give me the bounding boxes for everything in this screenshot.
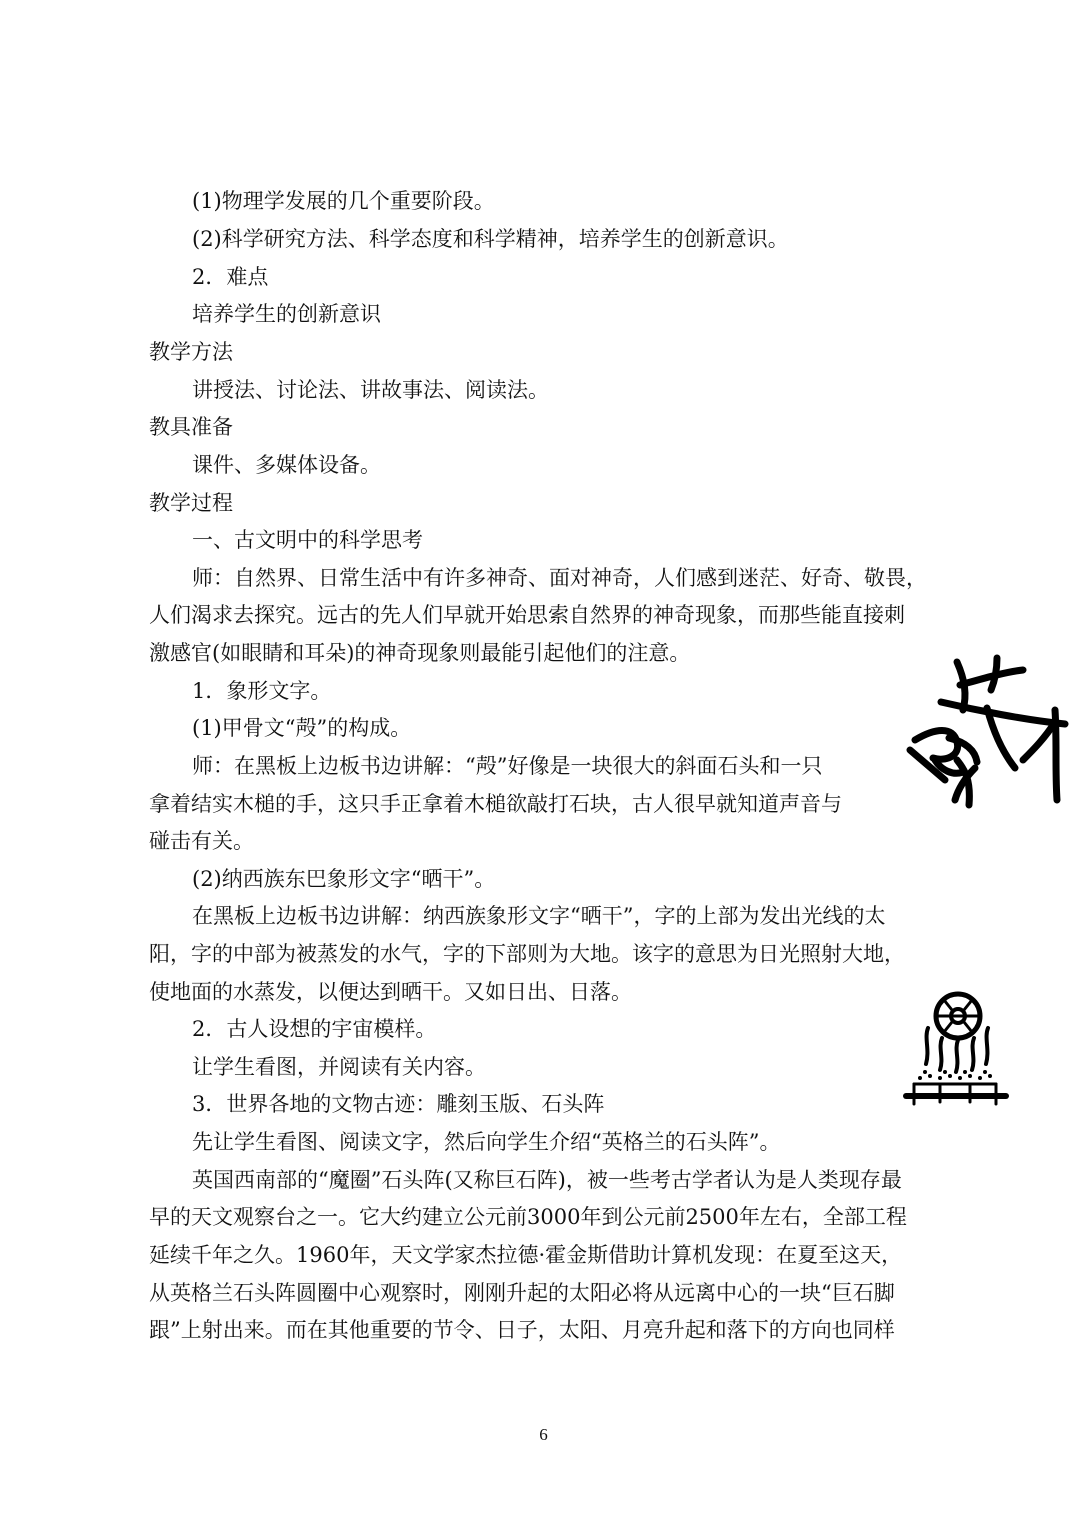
oracle-bone-glyph-image <box>905 650 1085 815</box>
dongba-sun-dry-glyph-image <box>900 988 1012 1112</box>
text-line: 师：自然界、日常生活中有许多神奇、面对神奇，人们感到迷茫、好奇、敬畏， <box>192 566 927 590</box>
subheading: 2．难点 <box>192 265 269 289</box>
text-line: (1)甲骨文“殸”的构成。 <box>192 716 412 740</box>
text-line: 跟”上射出来。而在其他重要的节令、日子，太阳、月亮升起和落下的方向也同样 <box>149 1318 895 1342</box>
subheading: 1．象形文字。 <box>192 679 332 703</box>
text-line: 使地面的水蒸发，以便达到晒干。又如日出、日落。 <box>149 980 632 1004</box>
text-line: (2)科学研究方法、科学态度和科学精神，培养学生的创新意识。 <box>192 227 789 251</box>
text-line: 英国西南部的“魔圈”石头阵(又称巨石阵)，被一些考古学者认为是人类现存最 <box>192 1168 902 1192</box>
text-line: 讲授法、讨论法、讲故事法、阅读法。 <box>192 378 549 402</box>
text-line: 拿着结实木槌的手，这只手正拿着木槌欲敲打石块，古人很早就知道声音与 <box>149 792 842 816</box>
section-heading: 教学方法 <box>149 340 233 364</box>
text-line: 培养学生的创新意识 <box>192 302 381 326</box>
text-line: 师：在黑板上边板书边讲解：“殸”好像是一块很大的斜面石头和一只 <box>192 754 823 778</box>
section-heading: 教学过程 <box>149 491 233 515</box>
section-heading: 教具准备 <box>149 415 233 439</box>
subheading: 一、古文明中的科学思考 <box>192 528 423 552</box>
text-line: (2)纳西族东巴象形文字“晒干”。 <box>192 867 496 891</box>
text-line: 人们渴求去探究。远古的先人们早就开始思索自然界的神奇现象，而那些能直接刺 <box>149 603 905 627</box>
text-line: 激感官(如眼睛和耳朵)的神奇现象则最能引起他们的注意。 <box>149 641 691 665</box>
page-number: 6 <box>539 1425 548 1444</box>
text-line: (1)物理学发展的几个重要阶段。 <box>192 189 495 213</box>
text-line: 阳，字的中部为被蒸发的水气，字的下部则为大地。该字的意思为日光照射大地， <box>149 942 905 966</box>
subheading: 2．古人设想的宇宙模样。 <box>192 1017 437 1041</box>
text-line: 在黑板上边板书边讲解：纳西族象形文字“晒干”，字的上部为发出光线的太 <box>192 904 886 928</box>
text-line: 让学生看图，并阅读有关内容。 <box>192 1055 486 1079</box>
text-line: 早的天文观察台之一。它大约建立公元前3000年到公元前2500年左右，全部工程 <box>149 1205 907 1229</box>
subheading: 3．世界各地的文物古迹：雕刻玉版、石头阵 <box>192 1092 605 1116</box>
text-line: 碰击有关。 <box>149 829 254 853</box>
text-line: 延续千年之久。1960年，天文学家杰拉德·霍金斯借助计算机发现：在夏至这天， <box>149 1243 903 1267</box>
text-line: 课件、多媒体设备。 <box>192 453 381 477</box>
text-line: 从英格兰石头阵圆圈中心观察时，刚刚升起的太阳必将从远离中心的一块“巨石脚 <box>149 1281 895 1305</box>
text-line: 先让学生看图、阅读文字，然后向学生介绍“英格兰的石头阵”。 <box>192 1130 781 1154</box>
